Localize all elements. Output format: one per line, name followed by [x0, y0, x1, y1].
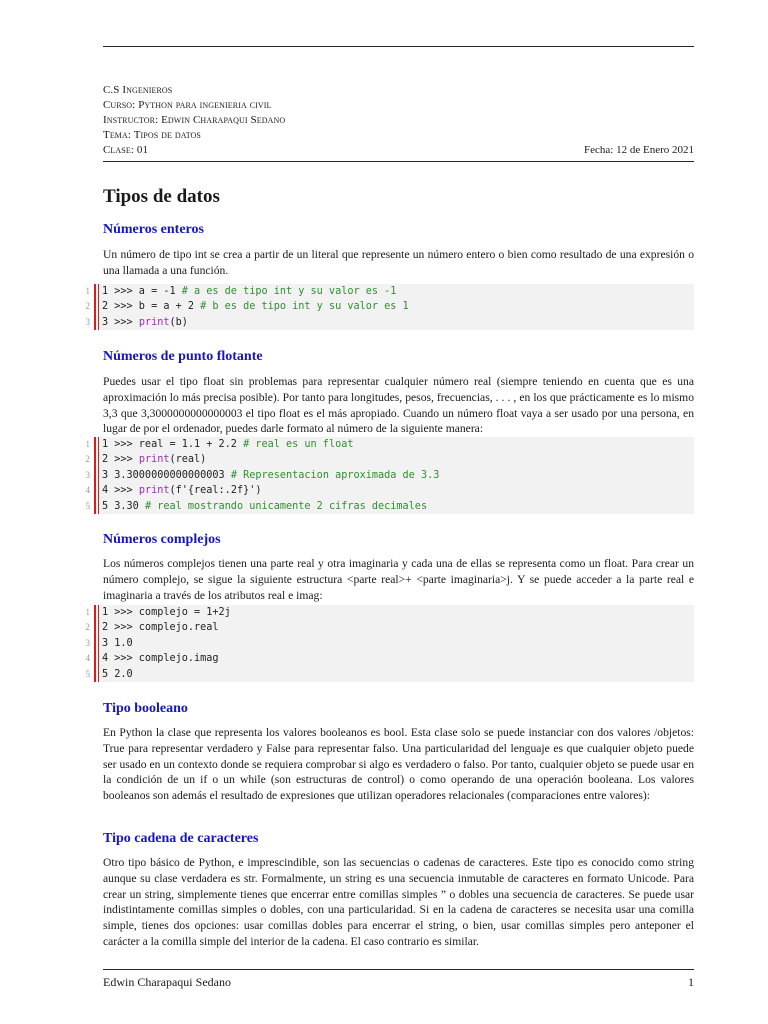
code-block-complejos	[85, 605, 694, 682]
section-heading-cadena: Tipo cadena de caracteres	[103, 831, 259, 846]
code-block-flotante	[85, 437, 694, 514]
org-name: C.S Ingenieros	[103, 84, 173, 96]
header-rule	[103, 161, 694, 162]
code-line	[85, 651, 694, 666]
date-label: Fecha: 12 de Enero 2021	[584, 144, 694, 156]
code-text: 3 >>>	[102, 316, 139, 328]
code-text: 1 >>> real = 1.1 + 2.2	[102, 439, 244, 450]
paragraph-complejos: Los números complejos tienen una parte real y otra imaginaria y cada una de ellas se representa como un float. Para crear un número complejo, se sigue la siguiente estructura <parte real>+ <parte imaginaria>j. Y se puede acceder a la parte real e imaginaria a través de los atributos real e imag:	[103, 557, 694, 602]
code-text: 2 >>> b = a + 2	[102, 301, 201, 313]
code-keyword: print	[138, 454, 170, 466]
page-number: 1	[688, 975, 694, 989]
line-number: 5	[85, 500, 90, 511]
document-header	[103, 83, 694, 158]
code-line	[85, 605, 694, 620]
code-line	[85, 284, 694, 299]
line-number: 5	[85, 668, 90, 679]
code-line	[85, 667, 694, 682]
code-text: 2 >>>	[102, 454, 139, 466]
code-text: (f'{real:.2f}')	[169, 485, 262, 497]
code-text: 3 1.0	[102, 637, 133, 649]
top-rule	[103, 46, 694, 47]
code-text: (b)	[169, 316, 188, 328]
page-title: Tipos de datos	[103, 186, 220, 207]
line-number: 3	[85, 637, 90, 648]
code-line	[85, 299, 694, 314]
code-line	[85, 636, 694, 651]
code-text: 1 >>> a = -1	[102, 286, 182, 297]
line-number: 4	[85, 485, 90, 496]
code-line	[85, 437, 694, 452]
section-heading-complejos: Números complejos	[103, 532, 221, 547]
code-text: 3 3.3000000000000003	[102, 469, 231, 481]
section-heading-flotante: Números de punto flotante	[103, 349, 263, 364]
paragraph-enteros: Un número de tipo int se crea a partir de un literal que represente un número entero o bien como resultado de una expresión o una llamada a una función.	[103, 248, 694, 277]
code-line	[85, 315, 694, 330]
section-heading-booleano: Tipo booleano	[103, 701, 188, 716]
code-comment: # real mostrando unicamente 2 cifras decimales	[144, 500, 428, 512]
topic-line: Tema: Tipos de datos	[103, 129, 201, 141]
code-text: 1 >>> complejo = 1+2j	[102, 607, 231, 618]
code-text: (real)	[169, 454, 207, 466]
line-number: 2	[85, 454, 90, 465]
course-line: Curso: Python para ingenieria civil	[103, 99, 272, 111]
line-number: 3	[85, 316, 90, 327]
line-number: 3	[85, 469, 90, 480]
code-line	[85, 620, 694, 635]
paragraph-booleano: En Python la clase que representa los valores booleanos es bool. Esta clase solo se puede instanciar con dos valores /objetos: True para representar verdadero y False para representar falso. Una particularidad del lenguaje es que cualquier objeto puede ser usado en un contexto donde se requiera comprobar si algo es verdadero o falso. Por tanto, cualquier objeto se puede usar en la condición de un if o un while (son estructuras de control) o como operando de una operación booleana. Los valores booleanos son además el resultado de expresiones que utilizan operadores relacionales (comparaciones entre valores):	[103, 726, 694, 803]
code-keyword: print	[138, 485, 170, 497]
code-line	[85, 452, 694, 467]
line-number: 2	[85, 301, 90, 312]
code-line	[85, 468, 694, 483]
code-text: 5 2.0	[102, 668, 133, 680]
footer-rule	[103, 969, 694, 970]
line-number: 1	[85, 286, 90, 296]
line-number: 1	[85, 607, 90, 617]
page-footer	[103, 975, 694, 990]
code-text: 2 >>> complejo.real	[102, 622, 219, 634]
code-text: 4 >>> complejo.imag	[102, 653, 219, 665]
code-text: 4 >>>	[102, 485, 139, 497]
line-number: 1	[85, 439, 90, 449]
code-comment: # b es de tipo int y su valor es 1	[200, 301, 409, 313]
code-comment: # a es de tipo int y su valor es -1	[181, 286, 397, 297]
code-keyword: print	[138, 316, 170, 328]
section-heading-enteros: Números enteros	[103, 222, 204, 237]
paragraph-flotante: Puedes usar el tipo float sin problemas para representar cualquier número real (siempre teniendo en cuenta que es una aproximación lo más precisa posible). Por tanto para longitudes, pesos, frecuencias, . . . , en los que prácticamente es lo mismo 3,3 que 3,3000000000000003 el tipo float es el más apropiado. Cuando un número float vaya a ser usado por una persona, en lugar de por el ordenador, puedes darle formato al número de la siguiente manera:	[103, 375, 694, 436]
code-block-enteros	[85, 284, 694, 330]
class-line: Clase: 01	[103, 144, 149, 156]
code-line	[85, 499, 694, 514]
line-number: 2	[85, 622, 90, 633]
code-comment: # real es un float	[243, 439, 354, 450]
footer-author: Edwin Charapaqui Sedano	[103, 975, 231, 989]
code-line	[85, 483, 694, 498]
line-number: 4	[85, 653, 90, 664]
paragraph-cadena: Otro tipo básico de Python, e imprescindible, son las secuencias o cadenas de caracteres. Este tipo es conocido como string aunque su clase verdadera es str. Formalmente, un string es una secuencia inmutable de caracteres en formato Unicode. Para crear un string, simplemente tienes que encerrar entre comillas simples ” o dobles una secuencia de caracteres. Se puede usar indistintamente comillas simples o dobles, con una particularidad. Si en la cadena de caracteres se necesita usar una comilla simple, tienes dos opciones: usar comillas dobles para encerrar el string, o bien, usar comillas simples pero anteponer el carácter a la comilla simple del interior de la cadena. El caso contrario es similar.	[103, 856, 694, 948]
instructor-line: Instructor: Edwin Charapaqui Sedano	[103, 114, 286, 126]
code-comment: # Representacion aproximada de 3.3	[230, 469, 440, 481]
code-text: 5 3.30	[102, 500, 145, 512]
